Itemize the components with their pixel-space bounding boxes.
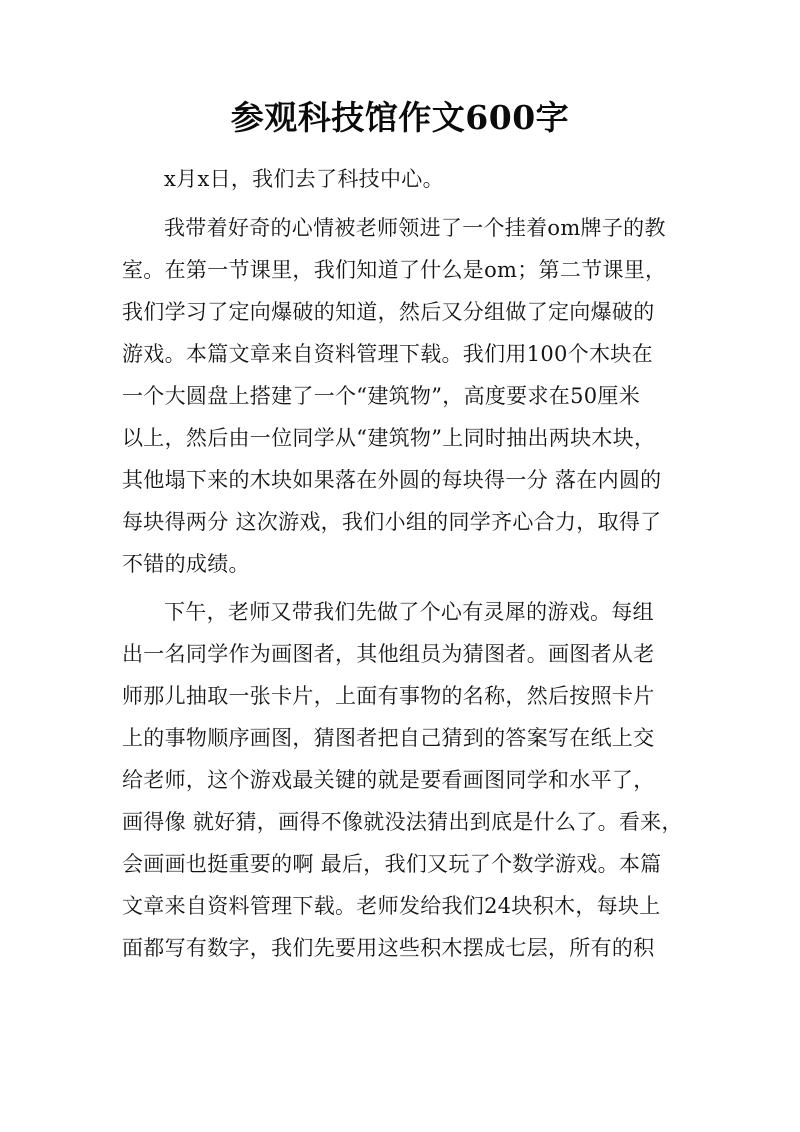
text-line: 每块得两分 这次游戏，我们小组的同学齐心合力，取得了 [122,510,662,534]
text-line: 面都写有数字，我们先要用这些积木摆成七层，所有的积 [122,936,655,960]
text-line: 画得像 就好猜，画得不像就没法猜出到底是什么了。看来， [122,810,683,834]
text-line: 出一名同学作为画图者，其他组员为猜图者。画图者从老 [122,642,655,666]
text-line: 一个大圆盘上搭建了一个“建筑物”，高度要求在50厘米 [122,384,640,408]
text-line: x月x日，我们去了科技中心。 [164,167,444,191]
text-line: 以上，然后由一位同学从“建筑物”上同时抽出两块木块， [122,426,656,450]
text-line: 文章来自资料管理下载。老师发给我们24块积木，每块上 [122,894,661,918]
text-line: 会画画也挺重要的啊 最后，我们又玩了个数学游戏。本篇 [122,852,662,876]
text-line: 其他塌下来的木块如果落在外圆的每块得一分 落在内圆的 [122,468,662,492]
text-line: 师那儿抽取一张卡片，上面有事物的名称，然后按照卡片 [122,684,655,708]
text-line: 上的事物顺序画图，猜图者把自己猜到的答案写在纸上交 [122,726,655,750]
text-line: 不错的成绩。 [122,552,250,576]
text-line: 室。在第一节课里，我们知道了什么是om；第二节课里， [122,258,667,282]
document-title: 参观科技馆作文600字 [230,98,570,137]
text-line: 游戏。本篇文章来自资料管理下载。我们用100个木块在 [122,342,653,366]
text-line: 我带着好奇的心情被老师领进了一个挂着om牌子的教 [164,216,666,240]
text-line: 给老师，这个游戏最关键的就是要看画图同学和水平了， [122,768,655,792]
text-line: 我们学习了定向爆破的知道，然后又分组做了定向爆破的 [122,300,655,324]
text-line: 下午，老师又带我们先做了个心有灵犀的游戏。每组 [164,600,654,624]
